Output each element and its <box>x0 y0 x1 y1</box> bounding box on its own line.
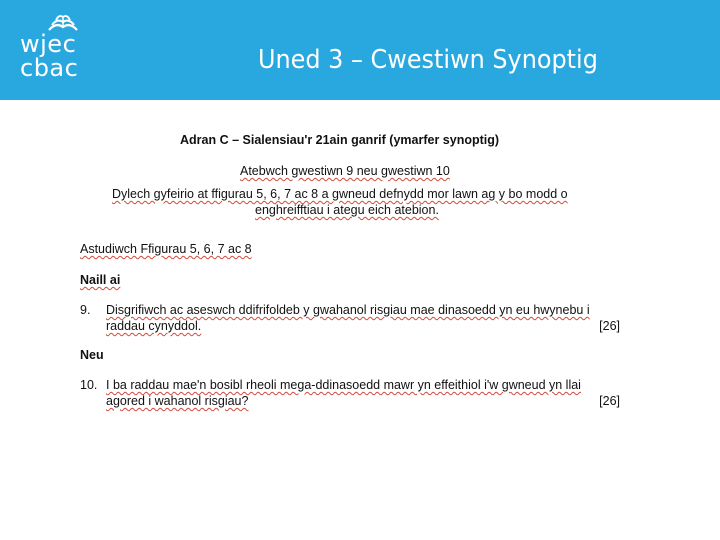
question-9-marks: [26] <box>599 319 620 333</box>
instruction-text: Atebwch gwestiwn 9 neu gwestiwn 10 <box>240 164 450 178</box>
guidance-line-1: Dylech gyfeirio at ffigurau 5, 6, 7 ac 8 a gwneud defnydd mor lawn ag y bo modd o <box>112 187 568 201</box>
question-10-line-2: agored i wahanol risgiau? <box>106 394 249 408</box>
header-banner <box>0 0 720 100</box>
question-9-line-2: raddau cynyddol. <box>106 319 202 333</box>
question-9-line-1: Disgrifiwch ac aseswch ddifrifoldeb y gwahanol risgiau mae dinasoedd yn eu hwynebu i <box>106 303 590 317</box>
open-book-icon <box>46 10 80 32</box>
question-10-number: 10. <box>80 378 98 392</box>
page-title: Uned 3 – Cwestiwn Synoptig <box>258 45 598 75</box>
logo-text-wjec: wjec <box>20 30 77 58</box>
question-10-line-1: I ba raddau mae'n bosibl rheoli mega-ddinasoedd mawr yn effeithiol i'w gwneud yn llai <box>106 378 581 392</box>
option-a-label: Naill ai <box>80 273 121 287</box>
guidance-line-2: enghreifftiau i ategu eich atebion. <box>255 203 439 217</box>
wjec-cbac-logo[interactable] <box>14 10 94 90</box>
question-10-marks: [26] <box>599 394 620 408</box>
question-9-number: 9. <box>80 303 91 317</box>
option-b-label: Neu <box>80 348 104 362</box>
study-figures-text: Astudiwch Ffigurau 5, 6, 7 ac 8 <box>80 242 252 256</box>
logo-text-cbac: cbac <box>20 54 79 82</box>
section-heading: Adran C – Sialensiau'r 21ain ganrif (ymarfer synoptig) <box>180 133 500 147</box>
